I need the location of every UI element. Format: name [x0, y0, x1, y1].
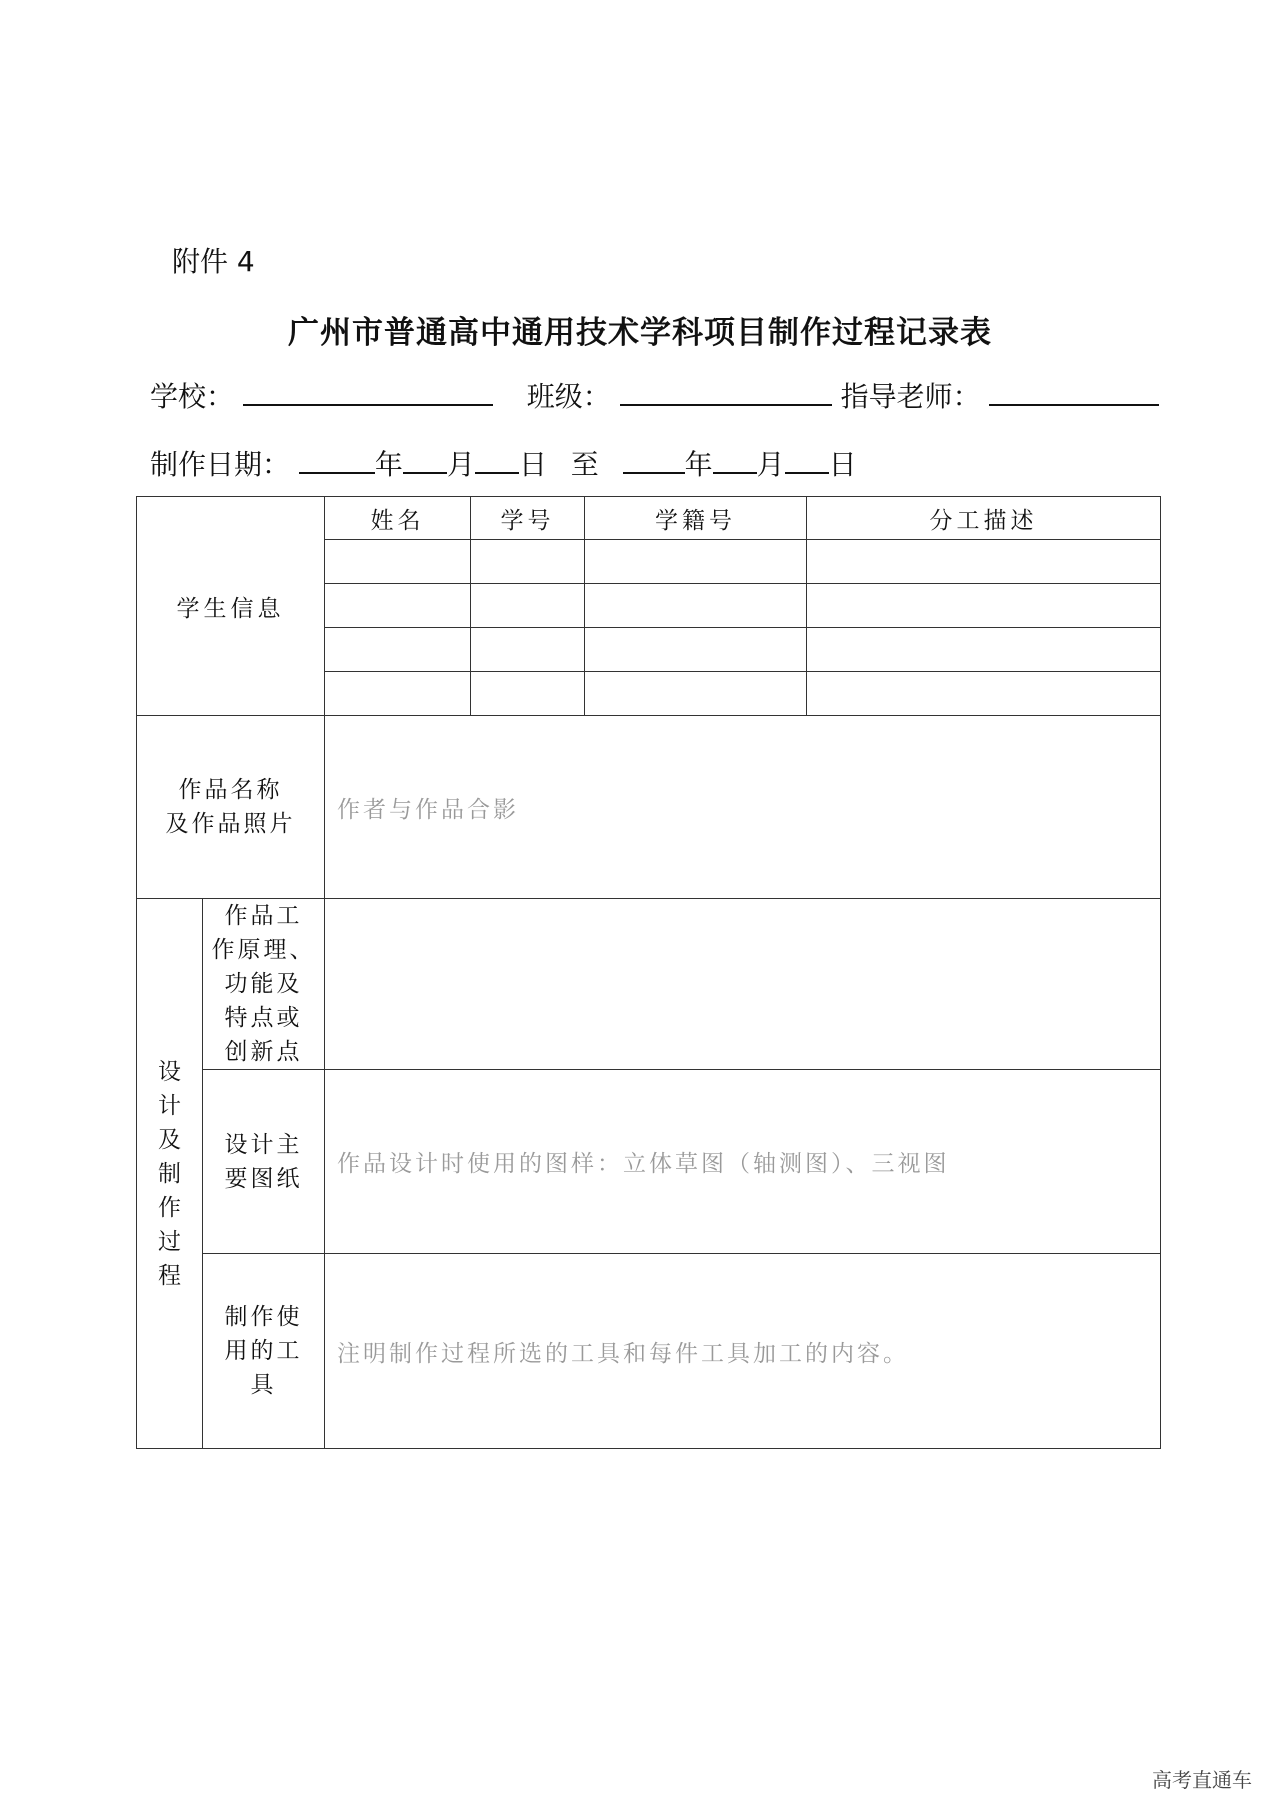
student-name-cell[interactable] [325, 540, 471, 584]
student-name-cell[interactable] [325, 628, 471, 672]
student-id-cell[interactable] [471, 672, 585, 716]
teacher-field[interactable] [989, 378, 1159, 406]
process-label-char: 作 [158, 1194, 181, 1221]
tools-label [203, 1254, 325, 1449]
start-month-unit: 月 [446, 448, 475, 481]
process-label-char: 过 [158, 1228, 181, 1255]
principle-label-line: 作品工 [224, 903, 303, 929]
date-label: 制作日期： [150, 448, 291, 481]
form-title: 广州市普通高中通用技术学科项目制作过程记录表 [288, 315, 992, 351]
role-description-cell[interactable] [807, 672, 1161, 716]
registry-id-cell[interactable] [585, 672, 807, 716]
student-info-label: 学生信息 [137, 497, 325, 716]
date-to-label: 至 [570, 448, 599, 481]
header-role-description: 分工描述 [807, 497, 1161, 540]
work-name-label [137, 716, 325, 899]
end-month-field[interactable] [713, 446, 757, 474]
drawing-label-line: 要图纸 [224, 1165, 303, 1192]
registry-id-cell[interactable] [585, 540, 807, 584]
principle-label-line: 特点或 [224, 1005, 303, 1031]
class-field[interactable] [620, 378, 832, 406]
work-photo-cell[interactable]: 作者与作品合影 [325, 716, 1161, 899]
drawing-cell[interactable]: 作品设计时使用的图样：立体草图（轴测图）、三视图 [325, 1070, 1161, 1254]
tools-label-line: 制作使 [224, 1304, 303, 1330]
header-line-2 [150, 443, 857, 483]
work-name-label-line: 及作品照片 [165, 811, 296, 837]
drawing-label-line: 设计主 [224, 1131, 303, 1158]
school-field[interactable] [243, 378, 493, 406]
start-year-field[interactable] [299, 446, 375, 474]
role-description-cell[interactable] [807, 584, 1161, 628]
end-day-unit: 日 [828, 448, 857, 481]
principle-label-line: 功能及 [224, 971, 303, 997]
watermark: 高考直通车 [1152, 1768, 1252, 1792]
end-month-unit: 月 [756, 448, 785, 481]
registry-id-cell[interactable] [585, 628, 807, 672]
header-name: 姓名 [325, 497, 471, 540]
header-line-1 [150, 375, 1159, 415]
principle-label-line: 创新点 [224, 1039, 303, 1065]
student-id-cell[interactable] [471, 584, 585, 628]
start-month-field[interactable] [403, 446, 447, 474]
process-label-char: 设 [158, 1058, 181, 1085]
record-table [136, 496, 1161, 1449]
attachment-label: 附件 4 [172, 245, 255, 278]
end-year-field[interactable] [623, 446, 685, 474]
start-day-unit: 日 [518, 448, 547, 481]
header-registry-id: 学籍号 [585, 497, 807, 540]
role-description-cell[interactable] [807, 628, 1161, 672]
tools-label-line: 用的工 [224, 1338, 303, 1364]
role-description-cell[interactable] [807, 540, 1161, 584]
student-name-cell[interactable] [325, 672, 471, 716]
principle-label-line: 作原理、 [211, 937, 316, 963]
start-day-field[interactable] [475, 446, 519, 474]
tools-cell[interactable]: 注明制作过程所选的工具和每件工具加工的内容。 [325, 1254, 1161, 1449]
student-id-cell[interactable] [471, 540, 585, 584]
school-label: 学校： [150, 380, 235, 413]
tools-label-line: 具 [250, 1372, 277, 1398]
principle-label [203, 899, 325, 1070]
student-id-cell[interactable] [471, 628, 585, 672]
principle-cell[interactable] [325, 899, 1161, 1070]
start-year-unit: 年 [374, 448, 403, 481]
work-name-label-line: 作品名称 [178, 777, 283, 803]
teacher-label: 指导老师： [840, 380, 981, 413]
process-label-char: 计 [158, 1092, 181, 1119]
registry-id-cell[interactable] [585, 584, 807, 628]
class-label: 班级： [526, 380, 611, 413]
student-name-cell[interactable] [325, 584, 471, 628]
drawing-label [203, 1070, 325, 1254]
process-label-char: 程 [158, 1262, 181, 1289]
end-year-unit: 年 [684, 448, 713, 481]
process-label-char: 及 [158, 1126, 181, 1153]
header-student-id: 学号 [471, 497, 585, 540]
end-day-field[interactable] [785, 446, 829, 474]
process-label [137, 899, 203, 1449]
process-label-char: 制 [158, 1160, 181, 1187]
